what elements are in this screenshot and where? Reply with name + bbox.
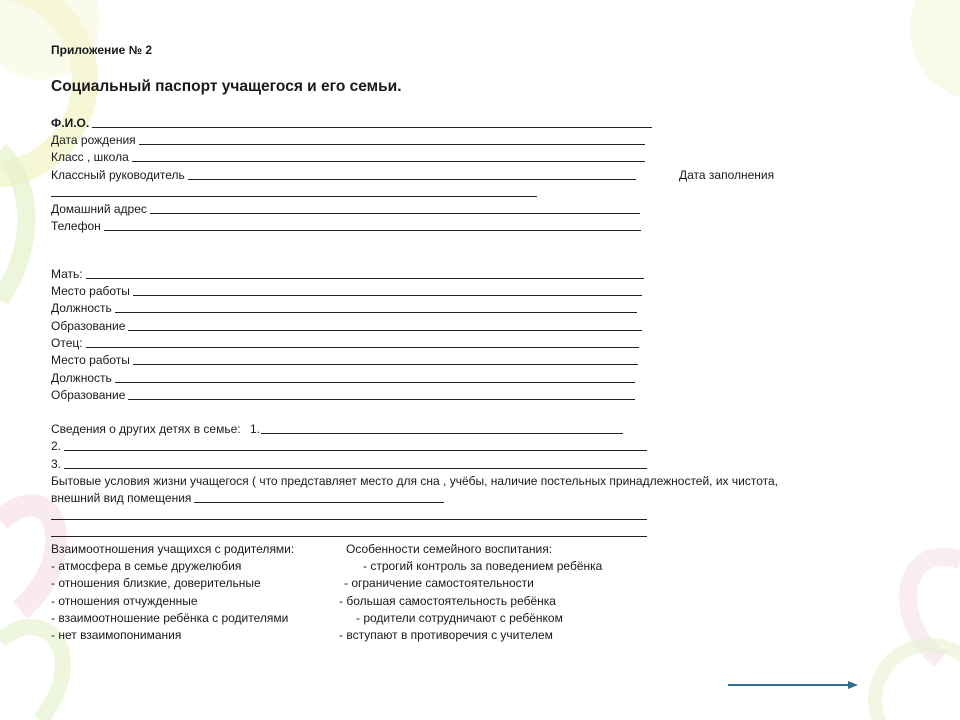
other-children-label: Сведения о других детях в семье:: [51, 422, 241, 436]
blank-line[interactable]: [51, 507, 647, 520]
document-title: Социальный паспорт учащегося и его семьи.: [51, 78, 402, 95]
blank-line[interactable]: [51, 524, 647, 537]
fio-field[interactable]: Ф.И.О.: [51, 115, 652, 132]
class-school-field[interactable]: Класс , школа: [51, 149, 645, 166]
other-children-field-1[interactable]: Сведения о других детях в семье: 1.: [51, 421, 623, 438]
room-appearance-field[interactable]: внешний вид помещения: [51, 490, 444, 507]
home-address-field[interactable]: Домашний адрес: [51, 201, 640, 218]
class-teacher-field[interactable]: Классный руководитель: [51, 167, 636, 184]
mother-position-field[interactable]: Должность: [51, 300, 637, 317]
fill-date-label: Дата заполнения: [679, 168, 775, 182]
blank-line[interactable]: [51, 184, 537, 197]
upbringing-item: - родители сотрудничают с ребёнком: [356, 611, 563, 625]
relations-item: - отношения близкие, доверительные: [51, 576, 261, 590]
other-children-field-3[interactable]: 3.: [51, 456, 647, 473]
birth-date-field[interactable]: Дата рождения: [51, 132, 645, 149]
relations-heading: Взаимоотношения учащихся с родителями:: [51, 542, 295, 556]
mother-workplace-field[interactable]: Место работы: [51, 283, 642, 300]
other-children-field-2[interactable]: 2.: [51, 438, 647, 455]
relations-item: - нет взаимопонимания: [51, 628, 182, 642]
upbringing-item: - большая самостоятельность ребёнка: [339, 594, 556, 608]
relations-item: - взаимоотношение ребёнка с родителями: [51, 611, 289, 625]
appendix-label: Приложение № 2: [51, 43, 153, 57]
upbringing-heading: Особенности семейного воспитания:: [346, 542, 553, 556]
father-education-field[interactable]: Образование: [51, 387, 635, 404]
phone-field[interactable]: Телефон: [51, 218, 641, 235]
father-position-field[interactable]: Должность: [51, 370, 635, 387]
living-conditions-text: Бытовые условия жизни учащегося ( что представляет место для сна , учёбы, наличие постельных принадлежностей, их чистота,: [51, 474, 778, 488]
upbringing-item: - строгий контроль за поведением ребёнка: [363, 559, 603, 573]
mother-education-field[interactable]: Образование: [51, 318, 642, 335]
father-workplace-field[interactable]: Место работы: [51, 352, 638, 369]
relations-item: - атмосфера в семье дружелюбия: [51, 559, 242, 573]
next-arrow-icon[interactable]: [728, 678, 860, 692]
upbringing-item: - ограничение самостоятельности: [344, 576, 534, 590]
father-field[interactable]: Отец:: [51, 335, 639, 352]
relations-item: - отношения отчужденные: [51, 594, 198, 608]
mother-field[interactable]: Мать:: [51, 266, 644, 283]
upbringing-item: - вступают в противоречия с учителем: [339, 628, 553, 642]
